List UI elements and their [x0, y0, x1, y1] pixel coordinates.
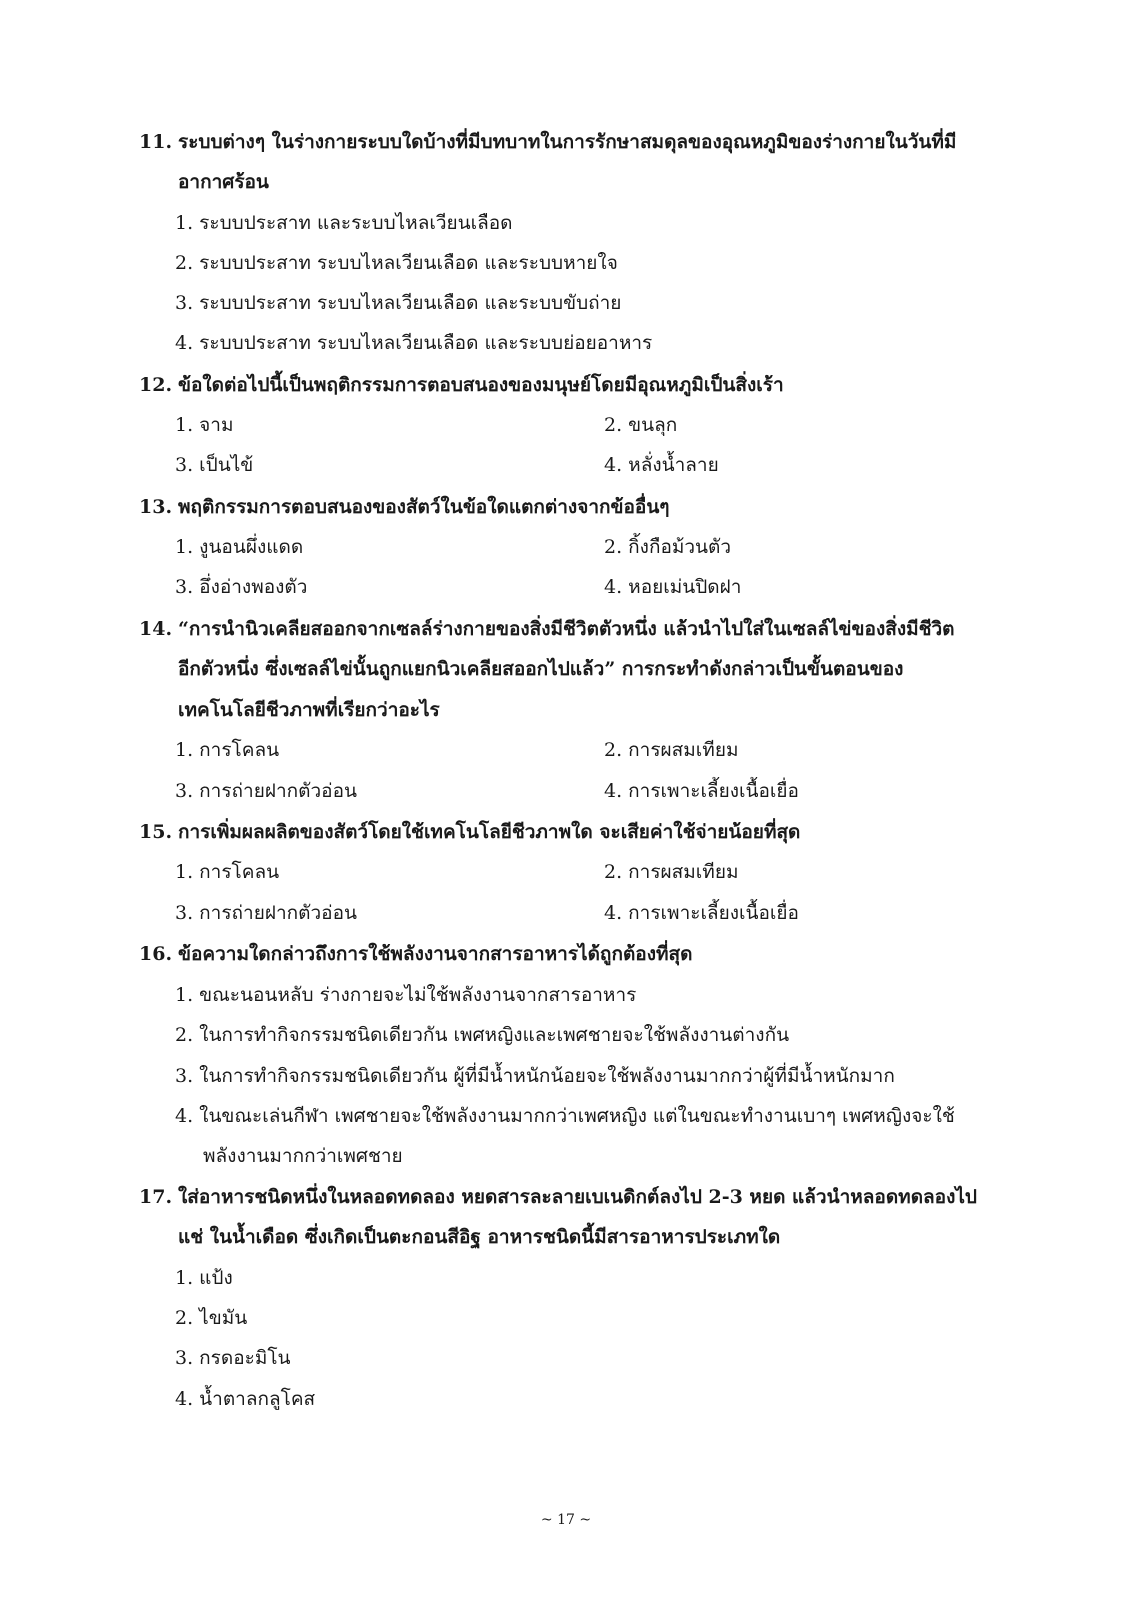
option: 4. น้ำตาลกลูโคส: [175, 1388, 316, 1410]
option: 2. การผสมเทียม: [604, 739, 739, 761]
question-text: ข้อความใดกล่าวถึงการใช้พลังงานจากสารอาหารได้ถูกต้องที่สุด: [178, 943, 693, 965]
question-number: 17.: [139, 1186, 173, 1208]
option: 3. อึ่งอ่างพองตัว: [175, 576, 308, 598]
option: 4. ในขณะเล่นกีฬา เพศชายจะใช้พลังงานมากกว่าเพศหญิง แต่ในขณะทำงานเบาๆ เพศหญิงจะใช้: [175, 1105, 955, 1127]
option: 3. การถ่ายฝากตัวอ่อน: [175, 902, 357, 924]
option: 4. การเพาะเลี้ยงเนื้อเยื่อ: [604, 902, 799, 924]
option: 1. ระบบประสาท และระบบไหลเวียนเลือด: [175, 212, 513, 234]
question-text: อากาศร้อน: [178, 171, 269, 193]
option: 2. การผสมเทียม: [604, 861, 739, 883]
question-text: ข้อใดต่อไปนี้เป็นพฤติกรรมการตอบสนองของมนุษย์โดยมีอุณหภูมิเป็นสิ่งเร้า: [178, 374, 784, 396]
question-text: ระบบต่างๆ ในร่างกายระบบใดบ้างที่มีบทบาทในการรักษาสมดุลของอุณหภูมิของร่างกายในวันที่มี: [178, 131, 957, 153]
option: 1. จาม: [175, 414, 234, 436]
option: 1. ขณะนอนหลับ ร่างกายจะไม่ใช้พลังงานจากสารอาหาร: [175, 984, 637, 1006]
option: 4. หลั่งน้ำลาย: [604, 454, 719, 476]
question-number: 13.: [139, 496, 173, 518]
question-number: 16.: [139, 943, 173, 965]
option: 2. ขนลุก: [604, 414, 678, 436]
option: 1. การโคลน: [175, 861, 280, 883]
option: 3. เป็นไข้: [175, 454, 254, 476]
option: 3. ในการทำกิจกรรมชนิดเดียวกัน ผู้ที่มีน้ำหนักน้อยจะใช้พลังงานมากกว่าผู้ที่มีน้ำหนักมาก: [175, 1065, 895, 1087]
question-text: “การนำนิวเคลียสออกจากเซลล์ร่างกายของสิ่งมีชีวิตตัวหนึ่ง แล้วนำไปใส่ในเซลล์ไข่ของสิ่งมีชีวิต: [178, 618, 955, 640]
option: 4. ระบบประสาท ระบบไหลเวียนเลือด และระบบย่อยอาหาร: [175, 332, 653, 354]
option: 1. แป้ง: [175, 1267, 233, 1289]
option: 3. การถ่ายฝากตัวอ่อน: [175, 780, 357, 802]
option: 3. กรดอะมิโน: [175, 1347, 291, 1369]
page-number: ~ 17 ~: [540, 1512, 592, 1528]
option: 1. งูนอนผึ่งแดด: [175, 536, 304, 558]
question-number: 14.: [139, 618, 173, 640]
question-text: ใส่อาหารชนิดหนึ่งในหลอดทดลอง หยดสารละลายเบเนดิกต์ลงไป 2-3 หยด แล้วนำหลอดทดลองไป: [178, 1186, 977, 1208]
question-text: เทคโนโลยีชีวภาพที่เรียกว่าอะไร: [178, 699, 440, 721]
question-number: 12.: [139, 374, 173, 396]
option: 3. ระบบประสาท ระบบไหลเวียนเลือด และระบบขับถ่าย: [175, 292, 622, 314]
question-number: 11.: [139, 131, 173, 153]
question-text: การเพิ่มผลผลิตของสัตว์โดยใช้เทคโนโลยีชีวภาพใด จะเสียค่าใช้จ่ายน้อยที่สุด: [178, 821, 801, 843]
question-text: อีกตัวหนึ่ง ซึ่งเซลล์ไข่นั้นถูกแยกนิวเคลียสออกไปแล้ว” การกระทำดังกล่าวเป็นขั้นตอนของ: [178, 658, 904, 680]
option: 2. กิ้งกือม้วนตัว: [604, 536, 732, 558]
option: 2. ระบบประสาท ระบบไหลเวียนเลือด และระบบหายใจ: [175, 252, 618, 274]
option: 4. การเพาะเลี้ยงเนื้อเยื่อ: [604, 780, 799, 802]
question-number: 15.: [139, 821, 173, 843]
option: 2. ไขมัน: [175, 1307, 248, 1329]
option: 1. การโคลน: [175, 739, 280, 761]
option: 2. ในการทำกิจกรรมชนิดเดียวกัน เพศหญิงและเพศชายจะใช้พลังงานต่างกัน: [175, 1024, 790, 1046]
option: 4. หอยเม่นปิดฝา: [604, 576, 742, 598]
question-text: แช่ ในน้ำเดือด ซึ่งเกิดเป็นตะกอนสีอิฐ อาหารชนิดนี้มีสารอาหารประเภทใด: [178, 1226, 781, 1248]
question-text: พฤติกรรมการตอบสนองของสัตว์ในข้อใดแตกต่างจากข้ออื่นๆ: [178, 496, 670, 518]
option-continued: พลังงานมากกว่าเพศชาย: [203, 1145, 403, 1167]
